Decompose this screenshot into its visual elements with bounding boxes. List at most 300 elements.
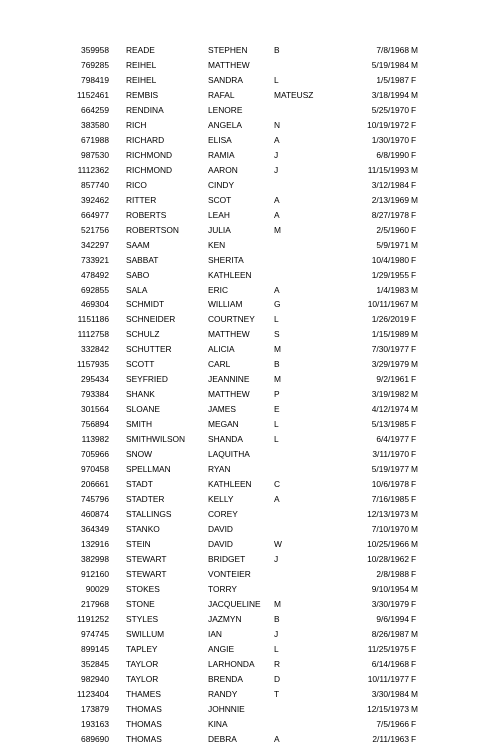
sex: F xyxy=(411,733,417,744)
last-name: STOKES xyxy=(126,583,160,594)
date-of-birth: 5/9/1971 xyxy=(376,239,409,250)
sex: F xyxy=(411,344,417,355)
record-id: 359958 xyxy=(81,45,109,55)
middle-name: M xyxy=(274,344,281,355)
last-name: SNOW xyxy=(126,449,153,460)
middle-name: A xyxy=(274,134,280,145)
middle-name: A xyxy=(274,209,280,220)
sex: M xyxy=(411,524,418,534)
middle-name: L xyxy=(274,419,279,430)
date-of-birth: 10/19/1972 xyxy=(367,119,409,130)
last-name: RITTER xyxy=(126,194,157,205)
last-name: RENDINA xyxy=(126,104,164,115)
middle-name: A xyxy=(274,733,280,744)
record-id: 1191252 xyxy=(77,613,109,624)
middle-name: P xyxy=(274,389,280,400)
first-name: DEBRA xyxy=(208,733,237,744)
last-name: SALA xyxy=(126,284,148,295)
last-name: SMITH xyxy=(126,419,153,430)
first-name: RAMIA xyxy=(208,149,235,160)
first-name: RANDY xyxy=(208,688,238,699)
table-row xyxy=(0,492,494,507)
record-id: 460874 xyxy=(81,509,109,520)
sex: M xyxy=(411,359,418,370)
last-name: STANKO xyxy=(126,524,160,534)
sex: M xyxy=(411,509,418,520)
middle-name: T xyxy=(274,688,280,699)
first-name: JOHNNIE xyxy=(208,703,245,714)
last-name: SCHNEIDER xyxy=(126,314,176,325)
sex: F xyxy=(411,119,417,130)
date-of-birth: 5/25/1970 xyxy=(371,104,409,115)
record-id: 193163 xyxy=(81,718,109,729)
last-name: STADT xyxy=(126,479,153,490)
last-name: STONE xyxy=(126,598,155,609)
date-of-birth: 7/16/1985 xyxy=(371,494,409,505)
last-name: SCHUTTER xyxy=(126,344,172,355)
date-of-birth: 9/6/1994 xyxy=(376,613,409,624)
record-id: 664259 xyxy=(81,104,109,115)
date-of-birth: 10/6/1978 xyxy=(371,479,409,490)
first-name: STEPHEN xyxy=(208,45,248,55)
date-of-birth: 9/10/1954 xyxy=(371,583,409,594)
sex: M xyxy=(411,464,418,475)
sex: M xyxy=(411,329,418,340)
date-of-birth: 1/26/2019 xyxy=(371,314,409,325)
last-name: SHANK xyxy=(126,389,155,400)
records-table xyxy=(0,43,494,747)
first-name: RAFAL xyxy=(208,89,235,100)
last-name: STADTER xyxy=(126,494,165,505)
last-name: SCHULZ xyxy=(126,329,160,340)
table-row xyxy=(0,657,494,672)
record-id: 899145 xyxy=(81,643,109,654)
first-name: LENORE xyxy=(208,104,243,115)
sex: F xyxy=(411,434,417,445)
record-id: 733921 xyxy=(81,254,109,265)
sex: F xyxy=(411,224,417,235)
table-row xyxy=(0,402,494,417)
middle-name: J xyxy=(274,553,279,564)
table-row xyxy=(0,732,494,747)
first-name: KATHLEEN xyxy=(208,269,252,280)
record-id: 342297 xyxy=(81,239,109,250)
date-of-birth: 9/2/1961 xyxy=(376,374,409,385)
middle-name: A xyxy=(274,494,280,505)
first-name: ANGELA xyxy=(208,119,242,130)
record-id: 301564 xyxy=(81,404,109,415)
sex: M xyxy=(411,404,418,415)
table-row xyxy=(0,133,494,148)
table-row xyxy=(0,342,494,357)
sex: F xyxy=(411,494,417,505)
table-row xyxy=(0,417,494,432)
record-id: 664977 xyxy=(81,209,109,220)
first-name: BRENDA xyxy=(208,673,243,684)
sex: M xyxy=(411,164,418,175)
table-row xyxy=(0,522,494,537)
middle-name: B xyxy=(274,45,280,55)
sex: M xyxy=(411,389,418,400)
record-id: 1112758 xyxy=(77,329,109,340)
first-name: CINDY xyxy=(208,179,235,190)
first-name: AARON xyxy=(208,164,238,175)
first-name: ALICIA xyxy=(208,344,235,355)
table-row xyxy=(0,357,494,372)
date-of-birth: 8/27/1978 xyxy=(371,209,409,220)
first-name: JEANNINE xyxy=(208,374,250,385)
middle-name: B xyxy=(274,359,280,370)
record-id: 521756 xyxy=(81,224,109,235)
middle-name: C xyxy=(274,479,281,490)
date-of-birth: 2/13/1969 xyxy=(371,194,409,205)
first-name: SCOT xyxy=(208,194,232,205)
table-row xyxy=(0,312,494,327)
record-id: 1151186 xyxy=(77,314,109,325)
last-name: RICH xyxy=(126,119,147,130)
sex: F xyxy=(411,209,417,220)
sex: F xyxy=(411,74,417,85)
table-row xyxy=(0,432,494,447)
date-of-birth: 7/8/1968 xyxy=(376,45,409,55)
record-id: 974745 xyxy=(81,628,109,639)
date-of-birth: 3/18/1994 xyxy=(371,89,409,100)
table-row xyxy=(0,148,494,163)
record-id: 692855 xyxy=(81,284,109,295)
record-id: 469304 xyxy=(81,299,109,310)
table-row xyxy=(0,687,494,702)
date-of-birth: 2/8/1988 xyxy=(376,568,409,579)
date-of-birth: 1/15/1989 xyxy=(371,329,409,340)
last-name: SWILLUM xyxy=(126,628,165,639)
last-name: SCHMIDT xyxy=(126,299,165,310)
table-row xyxy=(0,223,494,238)
table-row xyxy=(0,88,494,103)
sex: F xyxy=(411,479,417,490)
first-name: KELLY xyxy=(208,494,234,505)
record-id: 364349 xyxy=(81,524,109,534)
date-of-birth: 10/11/1967 xyxy=(367,299,409,310)
middle-name: L xyxy=(274,643,279,654)
table-row xyxy=(0,552,494,567)
date-of-birth: 11/25/1975 xyxy=(367,643,409,654)
record-id: 705966 xyxy=(81,449,109,460)
last-name: REIHEL xyxy=(126,59,157,70)
sex: F xyxy=(411,598,417,609)
record-id: 1123404 xyxy=(77,688,109,699)
sex: F xyxy=(411,269,417,280)
table-row xyxy=(0,283,494,298)
last-name: SLOANE xyxy=(126,404,160,415)
sex: M xyxy=(411,284,418,295)
sex: M xyxy=(411,239,418,250)
middle-name: L xyxy=(274,434,279,445)
record-id: 295434 xyxy=(81,374,109,385)
record-id: 1112362 xyxy=(77,164,109,175)
last-name: STYLES xyxy=(126,613,159,624)
sex: F xyxy=(411,673,417,684)
date-of-birth: 3/12/1984 xyxy=(371,179,409,190)
sex: F xyxy=(411,179,417,190)
middle-name: A xyxy=(274,194,280,205)
date-of-birth: 5/13/1985 xyxy=(371,419,409,430)
record-id: 132916 xyxy=(81,538,109,549)
last-name: THOMAS xyxy=(126,718,162,729)
sex: F xyxy=(411,643,417,654)
date-of-birth: 2/11/1963 xyxy=(372,733,409,744)
first-name: LARHONDA xyxy=(208,658,255,669)
record-id: 912160 xyxy=(81,568,109,579)
last-name: RICHARD xyxy=(126,134,165,145)
date-of-birth: 7/10/1970 xyxy=(371,524,409,534)
table-row xyxy=(0,208,494,223)
first-name: VONTEIER xyxy=(208,568,251,579)
date-of-birth: 3/29/1979 xyxy=(371,359,409,370)
last-name: REMBIS xyxy=(126,89,159,100)
date-of-birth: 6/8/1990 xyxy=(376,149,409,160)
first-name: LAQUITHA xyxy=(208,449,250,460)
date-of-birth: 3/11/1970 xyxy=(372,449,409,460)
last-name: SAAM xyxy=(126,239,150,250)
sex: F xyxy=(411,553,417,564)
sex: F xyxy=(411,149,417,160)
middle-name: G xyxy=(274,299,281,310)
last-name: SMITHWILSON xyxy=(126,434,186,445)
sex: F xyxy=(411,254,417,265)
first-name: DAVID xyxy=(208,524,233,534)
sex: M xyxy=(411,45,418,55)
date-of-birth: 6/14/1968 xyxy=(371,658,409,669)
last-name: RICHMOND xyxy=(126,149,173,160)
first-name: SANDRA xyxy=(208,74,243,85)
last-name: STEIN xyxy=(126,538,151,549)
date-of-birth: 1/29/1955 xyxy=(371,269,409,280)
first-name: MATTHEW xyxy=(208,59,250,70)
middle-name: B xyxy=(274,613,280,624)
last-name: RICHMOND xyxy=(126,164,173,175)
first-name: JAMES xyxy=(208,404,236,415)
first-name: TORRY xyxy=(208,583,238,594)
record-id: 1152461 xyxy=(77,89,109,100)
sex: M xyxy=(411,194,418,205)
first-name: IAN xyxy=(208,628,222,639)
table-row xyxy=(0,597,494,612)
first-name: MATTHEW xyxy=(208,389,250,400)
record-id: 173879 xyxy=(81,703,109,714)
middle-name: M xyxy=(274,598,281,609)
middle-name: L xyxy=(274,314,279,325)
first-name: SHERITA xyxy=(208,254,244,265)
table-row xyxy=(0,73,494,88)
last-name: STALLINGS xyxy=(126,509,172,520)
middle-name: E xyxy=(274,404,280,415)
date-of-birth: 5/19/1977 xyxy=(371,464,409,475)
date-of-birth: 10/28/1962 xyxy=(367,553,409,564)
sex: M xyxy=(411,583,418,594)
record-id: 769285 xyxy=(81,59,109,70)
record-id: 987530 xyxy=(81,149,109,160)
middle-name: L xyxy=(274,74,279,85)
table-row xyxy=(0,327,494,342)
record-id: 689690 xyxy=(81,733,109,744)
table-row xyxy=(0,178,494,193)
middle-name: MATEUSZ xyxy=(274,89,314,100)
first-name: COURTNEY xyxy=(208,314,255,325)
record-id: 970458 xyxy=(81,464,109,475)
sex: M xyxy=(411,703,418,714)
middle-name: R xyxy=(274,658,281,669)
last-name: TAYLOR xyxy=(126,673,159,684)
table-row xyxy=(0,537,494,552)
record-id: 857740 xyxy=(81,179,109,190)
record-id: 383580 xyxy=(81,119,109,130)
record-id: 1157935 xyxy=(77,359,109,370)
first-name: SHANDA xyxy=(208,434,243,445)
last-name: TAYLOR xyxy=(126,658,159,669)
date-of-birth: 1/5/1987 xyxy=(376,74,409,85)
date-of-birth: 3/30/1979 xyxy=(371,598,409,609)
table-row xyxy=(0,447,494,462)
sex: M xyxy=(411,628,418,639)
middle-name: M xyxy=(274,374,281,385)
last-name: THAMES xyxy=(126,688,161,699)
table-row xyxy=(0,582,494,597)
table-row xyxy=(0,507,494,522)
first-name: ELISA xyxy=(208,134,232,145)
table-row xyxy=(0,462,494,477)
table-row xyxy=(0,702,494,717)
sex: F xyxy=(411,718,417,729)
last-name: STEWART xyxy=(126,553,167,564)
last-name: SCOTT xyxy=(126,359,155,370)
first-name: JAZMYN xyxy=(208,613,242,624)
sex: F xyxy=(411,134,417,145)
last-name: STEWART xyxy=(126,568,167,579)
last-name: SPELLMAN xyxy=(126,464,171,475)
record-id: 478492 xyxy=(81,269,109,280)
table-row xyxy=(0,387,494,402)
table-row xyxy=(0,672,494,687)
last-name: REIHEL xyxy=(126,74,157,85)
last-name: SABBAT xyxy=(126,254,159,265)
first-name: KINA xyxy=(208,718,228,729)
record-id: 745796 xyxy=(81,494,109,505)
sex: M xyxy=(411,89,418,100)
date-of-birth: 2/5/1960 xyxy=(376,224,409,235)
middle-name: W xyxy=(274,538,282,549)
sex: M xyxy=(411,538,418,549)
first-name: BRIDGET xyxy=(208,553,246,564)
date-of-birth: 12/15/1973 xyxy=(367,703,409,714)
last-name: SABO xyxy=(126,269,150,280)
table-row xyxy=(0,372,494,387)
date-of-birth: 6/4/1977 xyxy=(376,434,409,445)
first-name: JULIA xyxy=(208,224,231,235)
date-of-birth: 1/4/1983 xyxy=(376,284,409,295)
first-name: MATTHEW xyxy=(208,329,250,340)
last-name: ROBERTS xyxy=(126,209,167,220)
first-name: ANGIE xyxy=(208,643,235,654)
middle-name: D xyxy=(274,673,281,684)
table-row xyxy=(0,567,494,582)
last-name: SEYFRIED xyxy=(126,374,168,385)
record-id: 332842 xyxy=(81,344,109,355)
sex: F xyxy=(411,449,417,460)
record-id: 671988 xyxy=(81,134,109,145)
first-name: WILLIAM xyxy=(208,299,243,310)
date-of-birth: 7/5/1966 xyxy=(376,718,409,729)
middle-name: S xyxy=(274,329,280,340)
record-id: 982940 xyxy=(81,673,109,684)
sex: F xyxy=(411,658,417,669)
date-of-birth: 10/25/1966 xyxy=(367,538,409,549)
last-name: THOMAS xyxy=(126,733,162,744)
table-row xyxy=(0,43,494,58)
sex: F xyxy=(411,613,417,624)
table-row xyxy=(0,477,494,492)
date-of-birth: 5/19/1984 xyxy=(371,59,409,70)
record-id: 793384 xyxy=(81,389,109,400)
last-name: RICO xyxy=(126,179,147,190)
table-row xyxy=(0,193,494,208)
record-id: 798419 xyxy=(81,74,109,85)
sex: M xyxy=(411,688,418,699)
record-id: 392462 xyxy=(81,194,109,205)
date-of-birth: 7/30/1977 xyxy=(371,344,409,355)
table-row xyxy=(0,297,494,312)
date-of-birth: 1/30/1970 xyxy=(371,134,409,145)
first-name: KEN xyxy=(208,239,226,250)
record-id: 206661 xyxy=(81,479,109,490)
date-of-birth: 11/15/1993 xyxy=(367,164,409,175)
date-of-birth: 12/13/1973 xyxy=(367,509,409,520)
table-row xyxy=(0,58,494,73)
first-name: DAVID xyxy=(208,538,233,549)
middle-name: A xyxy=(274,284,280,295)
middle-name: J xyxy=(274,164,279,175)
middle-name: M xyxy=(274,224,281,235)
record-id: 90029 xyxy=(85,583,109,594)
middle-name: N xyxy=(274,119,281,130)
date-of-birth: 4/12/1974 xyxy=(371,404,409,415)
table-row xyxy=(0,238,494,253)
sex: F xyxy=(411,419,417,430)
table-row xyxy=(0,118,494,133)
table-row xyxy=(0,268,494,283)
middle-name: J xyxy=(274,628,279,639)
first-name: LEAH xyxy=(208,209,230,220)
table-row xyxy=(0,642,494,657)
table-row xyxy=(0,253,494,268)
table-row xyxy=(0,612,494,627)
first-name: CARL xyxy=(208,359,231,370)
record-id: 113982 xyxy=(81,434,109,445)
last-name: READE xyxy=(126,45,155,55)
date-of-birth: 10/11/1977 xyxy=(367,673,409,684)
table-row xyxy=(0,717,494,732)
record-id: 217968 xyxy=(81,598,109,609)
sex: F xyxy=(411,104,417,115)
first-name: KATHLEEN xyxy=(208,479,252,490)
middle-name: J xyxy=(274,149,279,160)
first-name: JACQUELINE xyxy=(208,598,261,609)
last-name: TAPLEY xyxy=(126,643,158,654)
sex: M xyxy=(411,299,418,310)
record-id: 352845 xyxy=(81,658,109,669)
sex: M xyxy=(411,59,418,70)
first-name: MEGAN xyxy=(208,419,239,430)
first-name: ERIC xyxy=(208,284,229,295)
